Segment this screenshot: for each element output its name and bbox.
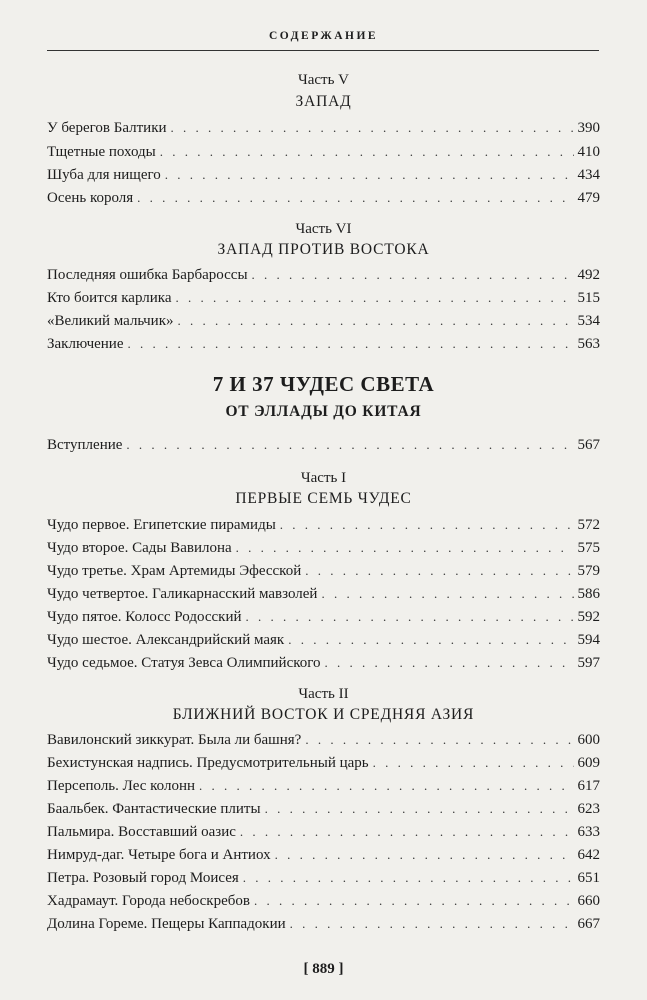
toc-entry-page: 410 xyxy=(577,144,600,160)
toc-entry[interactable] xyxy=(47,164,600,186)
toc-entry[interactable] xyxy=(47,867,600,889)
toc-entry[interactable] xyxy=(47,752,600,774)
toc-entry[interactable] xyxy=(47,583,600,605)
dot-leader xyxy=(199,775,573,797)
toc-entry[interactable] xyxy=(47,798,600,820)
toc-entry-page: 660 xyxy=(577,893,600,909)
book-title: 7 И 37 ЧУДЕС СВЕТА xyxy=(212,372,435,396)
page-number: [ 889 ] xyxy=(303,961,344,977)
toc-entry[interactable] xyxy=(47,629,600,651)
toc-entry-title: Баальбек. Фантастические плиты xyxy=(47,801,261,817)
toc-entry[interactable] xyxy=(47,890,600,912)
dot-leader xyxy=(165,164,574,186)
dot-leader xyxy=(288,629,573,651)
toc-entry-page: 586 xyxy=(577,586,600,602)
toc-entry-page: 479 xyxy=(577,190,600,206)
part-label: Часть V xyxy=(297,72,350,88)
dot-leader xyxy=(128,333,574,355)
toc-entry-page: 597 xyxy=(577,655,600,671)
toc-entry-page: 594 xyxy=(577,632,600,648)
toc-entry-page: 563 xyxy=(577,336,600,352)
toc-entry-title: Чудо четвертое. Галикарнасский мавзолей xyxy=(47,586,318,602)
toc-entry[interactable] xyxy=(47,652,600,674)
toc-entry[interactable] xyxy=(47,606,600,628)
running-head: СОДЕРЖАНИЕ xyxy=(268,30,379,42)
book-subtitle: ОТ ЭЛЛАДЫ ДО КИТАЯ xyxy=(225,403,422,420)
dot-leader xyxy=(290,913,574,935)
toc-entry-title: Персеполь. Лес колонн xyxy=(47,778,196,794)
part-label: Часть I xyxy=(300,470,347,486)
toc-entry-title: Петра. Розовый город Моисея xyxy=(47,870,239,886)
toc-entry-page: 572 xyxy=(577,517,600,533)
toc-entry[interactable] xyxy=(47,844,600,866)
toc-entry-page: 434 xyxy=(577,167,600,183)
dot-leader xyxy=(160,141,574,163)
dot-leader xyxy=(325,652,574,674)
dot-leader xyxy=(137,187,573,209)
toc-entry-page: 579 xyxy=(577,563,600,579)
toc-entry-page: 609 xyxy=(577,755,600,771)
toc-entry-page: 617 xyxy=(577,778,600,794)
dot-leader xyxy=(176,287,574,309)
toc-entry-title: Чудо шестое. Александрийский маяк xyxy=(47,632,285,648)
toc-entry-page: 567 xyxy=(577,437,600,453)
toc-entry-page: 667 xyxy=(577,916,600,932)
toc-entry[interactable] xyxy=(47,264,600,286)
toc-entry[interactable] xyxy=(47,187,600,209)
dot-leader xyxy=(126,434,573,456)
toc-entry-title: Вавилонский зиккурат. Была ли башня? xyxy=(47,732,302,748)
toc-entry[interactable] xyxy=(47,729,600,751)
toc-entry-title: У берегов Балтики xyxy=(47,120,167,136)
toc-entry-page: 642 xyxy=(577,847,600,863)
toc-entry[interactable] xyxy=(47,117,600,139)
part-label: Часть VI xyxy=(295,221,352,237)
toc-entry-title: Заключение xyxy=(47,336,124,352)
toc-entry[interactable] xyxy=(47,287,600,309)
part-label: Часть II xyxy=(298,686,349,702)
toc-entry-title: Чудо пятое. Колосс Родосский xyxy=(47,609,242,625)
toc-entry[interactable] xyxy=(47,821,600,843)
toc-entry-title: Кто боится карлика xyxy=(47,290,172,306)
toc-entry-title: Пальмира. Восставший оазис xyxy=(47,824,236,840)
toc-entry-page: 515 xyxy=(577,290,600,306)
toc-entry[interactable] xyxy=(47,537,600,559)
dot-leader xyxy=(178,310,574,332)
dot-leader xyxy=(236,537,574,559)
toc-entry[interactable] xyxy=(47,141,600,163)
toc-entry[interactable] xyxy=(47,333,600,355)
toc-entry-title: Осень короля xyxy=(47,190,134,206)
dot-leader xyxy=(280,514,574,536)
toc-entry-title: Хадрамаут. Города небоскребов xyxy=(47,893,250,909)
toc-entry-title: Чудо первое. Египетские пирамиды xyxy=(47,517,276,533)
toc-entry-title: Чудо седьмое. Статуя Зевса Олимпийского xyxy=(47,655,321,671)
toc-entry-title: Нимруд-даг. Четыре бога и Антиох xyxy=(47,847,271,863)
toc-entry-title: Шуба для нищего xyxy=(47,167,161,183)
toc-entry-title: Вступление xyxy=(47,437,123,453)
toc-entry-title: Чудо второе. Сады Вавилона xyxy=(47,540,232,556)
toc-entry-page: 600 xyxy=(577,732,600,748)
dot-leader xyxy=(243,867,574,889)
toc-entry-title: Тщетные походы xyxy=(47,144,156,160)
toc-entry[interactable] xyxy=(47,913,600,935)
part-title: БЛИЖНИЙ ВОСТОК И СРЕДНЯЯ АЗИЯ xyxy=(172,706,475,723)
toc-entry-title: Чудо третье. Храм Артемиды Эфесской xyxy=(47,563,302,579)
toc-entry-page: 633 xyxy=(577,824,600,840)
dot-leader xyxy=(254,890,574,912)
toc-entry-title: «Великий мальчик» xyxy=(47,313,174,329)
dot-leader xyxy=(240,821,574,843)
dot-leader xyxy=(305,729,573,751)
toc-entry-page: 575 xyxy=(577,540,600,556)
dot-leader xyxy=(275,844,574,866)
toc-entry-page: 651 xyxy=(577,870,600,886)
dot-leader xyxy=(265,798,574,820)
part-title: ЗАПАД ПРОТИВ ВОСТОКА xyxy=(217,241,430,258)
part-title: ПЕРВЫЕ СЕМЬ ЧУДЕС xyxy=(235,490,412,507)
toc-entry[interactable] xyxy=(47,514,600,536)
part-title: ЗАПАД xyxy=(295,93,352,110)
toc-entry[interactable] xyxy=(47,310,600,332)
toc-entry-page: 492 xyxy=(577,267,600,283)
toc-entry[interactable] xyxy=(47,775,600,797)
dot-leader xyxy=(305,560,573,582)
dot-leader xyxy=(373,752,574,774)
toc-entry[interactable] xyxy=(47,560,600,582)
toc-entry-page: 534 xyxy=(577,313,600,329)
header-rule xyxy=(47,50,599,51)
dot-leader xyxy=(246,606,574,628)
toc-entry-page: 623 xyxy=(577,801,600,817)
toc-entry-intro[interactable] xyxy=(47,434,600,456)
toc-entry-page: 390 xyxy=(577,120,600,136)
dot-leader xyxy=(171,117,574,139)
dot-leader xyxy=(321,583,573,605)
toc-entry-title: Долина Гореме. Пещеры Каппадокии xyxy=(47,916,286,932)
toc-entry-page: 592 xyxy=(577,609,600,625)
dot-leader xyxy=(252,264,574,286)
toc-entry-title: Последняя ошибка Барбароссы xyxy=(47,267,248,283)
toc-entry-title: Бехистунская надпись. Предусмотрительный царь xyxy=(47,755,369,771)
